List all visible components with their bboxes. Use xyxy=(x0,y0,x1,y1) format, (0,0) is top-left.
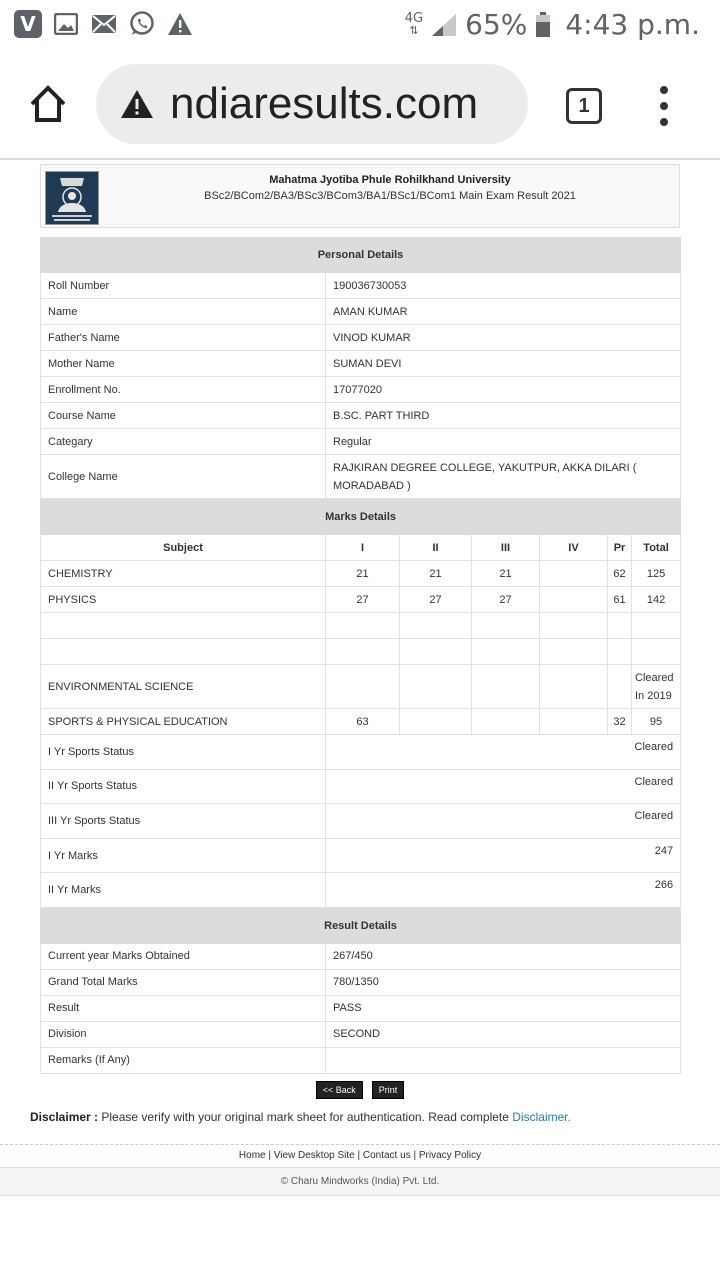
status-row xyxy=(41,804,681,839)
status-bar xyxy=(0,0,720,50)
column-header: Total xyxy=(632,535,681,561)
table-row xyxy=(41,943,681,969)
row-label: I Yr Marks xyxy=(41,838,326,873)
row-value: 780/1350 xyxy=(326,969,681,995)
mark-iii: 27 xyxy=(472,587,540,613)
row-label: College Name xyxy=(41,455,326,499)
row-value xyxy=(326,1047,681,1073)
row-value: B.SC. PART THIRD xyxy=(326,403,681,429)
disclaimer-label: Disclaimer : xyxy=(30,1110,99,1124)
mark-total: 142 xyxy=(632,587,681,613)
table-row xyxy=(41,273,681,299)
column-header: Subject xyxy=(41,535,326,561)
personal-details-table xyxy=(40,237,681,499)
row-label: II Yr Marks xyxy=(41,873,326,908)
row-value: VINOD KUMAR xyxy=(326,325,681,351)
result-header xyxy=(40,164,680,228)
row-label: Mother Name xyxy=(41,351,326,377)
back-button[interactable]: << Back xyxy=(316,1081,363,1099)
row-label: Division xyxy=(41,1021,326,1047)
row-value: Cleared xyxy=(326,804,681,839)
table-row xyxy=(41,351,681,377)
mark-iv xyxy=(540,587,608,613)
row-label: Roll Number xyxy=(41,273,326,299)
tab-switcher-button[interactable]: 1 xyxy=(566,88,602,124)
system-icons xyxy=(405,8,700,41)
marks-header-row xyxy=(41,535,681,561)
home-icon[interactable] xyxy=(28,84,68,124)
row-value: 247 xyxy=(326,838,681,873)
subject-row xyxy=(41,709,681,735)
disclaimer-link[interactable]: Disclaimer. xyxy=(512,1110,571,1124)
row-label: I Yr Sports Status xyxy=(41,735,326,770)
college-value: RAJKIRAN DEGREE COLLEGE, YAKUTPUR, AKKA DILARI ( MORADABAD ) xyxy=(326,455,681,499)
result-details-heading: Result Details xyxy=(41,908,681,943)
copyright: © Charu Mindworks (India) Pvt. Ltd. xyxy=(0,1168,720,1196)
column-header: I xyxy=(326,535,400,561)
row-value: AMAN KUMAR xyxy=(326,299,681,325)
table-row xyxy=(41,969,681,995)
footer-link-privacy[interactable]: Privacy Policy xyxy=(418,1150,482,1161)
mark-pr: 32 xyxy=(608,709,632,735)
row-value: Cleared xyxy=(326,769,681,804)
subject-name: ENVIRONMENTAL SCIENCE xyxy=(41,665,326,709)
disclaimer xyxy=(30,1110,571,1124)
print-button[interactable]: Print xyxy=(372,1081,405,1099)
mark-i: 21 xyxy=(326,561,400,587)
battery-percent: 65% xyxy=(465,8,528,41)
table-row xyxy=(41,403,681,429)
mark-pr: 61 xyxy=(608,587,632,613)
clock: 4:43 p.m. xyxy=(565,8,700,41)
subject-row xyxy=(41,587,681,613)
row-label: III Yr Sports Status xyxy=(41,804,326,839)
mark-ii: 21 xyxy=(400,561,472,587)
whatsapp-icon xyxy=(128,10,156,38)
column-header: II xyxy=(400,535,472,561)
table-row xyxy=(41,299,681,325)
column-header: IV xyxy=(540,535,608,561)
mark-pr: 62 xyxy=(608,561,632,587)
row-label: Course Name xyxy=(41,403,326,429)
not-secure-icon[interactable] xyxy=(120,88,154,120)
mark-i: 63 xyxy=(326,709,400,735)
footer-links: Home | View Desktop Site | Contact us | Privacy Policy xyxy=(0,1144,720,1168)
warning-icon xyxy=(166,10,194,38)
row-value: SECOND xyxy=(326,1021,681,1047)
footer-link-desktop[interactable]: View Desktop Site xyxy=(273,1150,355,1161)
empty-row xyxy=(41,613,681,639)
image-icon xyxy=(52,10,80,38)
action-buttons xyxy=(40,1081,680,1101)
notification-icons xyxy=(14,10,194,38)
row-label: II Yr Sports Status xyxy=(41,769,326,804)
result-page xyxy=(40,164,680,1101)
mark-i: 27 xyxy=(326,587,400,613)
mark-iii: 21 xyxy=(472,561,540,587)
row-label: Categary xyxy=(41,429,326,455)
mark-ii: 27 xyxy=(400,587,472,613)
university-name: Mahatma Jyotiba Phule Rohilkhand University xyxy=(269,174,511,186)
network-indicator: 4G ⇅ xyxy=(404,10,424,37)
table-row xyxy=(41,1047,681,1073)
mark-total: Cleared In 2019 xyxy=(632,665,681,709)
exam-title: BSc2/BCom2/BA3/BSc3/BCom3/BA1/BSc1/BCom1 Main Exam Result 2021 xyxy=(204,190,576,202)
row-label: Remarks (If Any) xyxy=(41,1047,326,1073)
column-header: Pr xyxy=(608,535,632,561)
status-row xyxy=(41,873,681,908)
row-value: SUMAN DEVI xyxy=(326,351,681,377)
table-row xyxy=(41,429,681,455)
mark-total: 95 xyxy=(632,709,681,735)
row-value: 267/450 xyxy=(326,943,681,969)
row-value: PASS xyxy=(326,995,681,1021)
footer-link-contact[interactable]: Contact us xyxy=(362,1150,411,1161)
signal-icon xyxy=(431,13,457,37)
subject-name: CHEMISTRY xyxy=(41,561,326,587)
table-row xyxy=(41,325,681,351)
personal-details-heading: Personal Details xyxy=(41,238,681,273)
row-label: Father's Name xyxy=(41,325,326,351)
status-row xyxy=(41,769,681,804)
address-bar[interactable] xyxy=(96,64,528,144)
row-value: 190036730053 xyxy=(326,273,681,299)
url-text[interactable]: ndiaresults.com xyxy=(170,79,479,128)
row-value: 17077020 xyxy=(326,377,681,403)
browser-toolbar xyxy=(0,50,720,160)
table-row xyxy=(41,377,681,403)
mark-total: 125 xyxy=(632,561,681,587)
mark-iv xyxy=(540,561,608,587)
table-row xyxy=(41,1021,681,1047)
marks-details-heading: Marks Details xyxy=(41,500,681,535)
row-value: Cleared xyxy=(326,735,681,770)
table-row xyxy=(41,995,681,1021)
vimeo-icon: V xyxy=(14,10,42,38)
mail-icon xyxy=(90,10,118,38)
more-menu-icon[interactable] xyxy=(656,86,672,126)
row-value: 266 xyxy=(326,873,681,908)
row-label: Grand Total Marks xyxy=(41,969,326,995)
column-header: III xyxy=(472,535,540,561)
footer-link-home[interactable]: Home xyxy=(238,1150,266,1161)
row-label: Enrollment No. xyxy=(41,377,326,403)
university-logo xyxy=(45,171,99,225)
status-row xyxy=(41,838,681,873)
status-row xyxy=(41,735,681,770)
empty-row xyxy=(41,639,681,665)
subject-row xyxy=(41,665,681,709)
marks-details-table xyxy=(40,499,681,908)
battery-icon xyxy=(535,12,551,38)
footer xyxy=(0,1144,720,1196)
subject-name: SPORTS & PHYSICAL EDUCATION xyxy=(41,709,326,735)
row-label: Result xyxy=(41,995,326,1021)
table-row xyxy=(41,455,681,499)
result-details-table xyxy=(40,908,681,1074)
subject-row xyxy=(41,561,681,587)
row-value: Regular xyxy=(326,429,681,455)
row-label: Current year Marks Obtained xyxy=(41,943,326,969)
disclaimer-text: Please verify with your original mark sheet for authentication. Read complete xyxy=(98,1110,513,1124)
row-label: Name xyxy=(41,299,326,325)
subject-name: PHYSICS xyxy=(41,587,326,613)
